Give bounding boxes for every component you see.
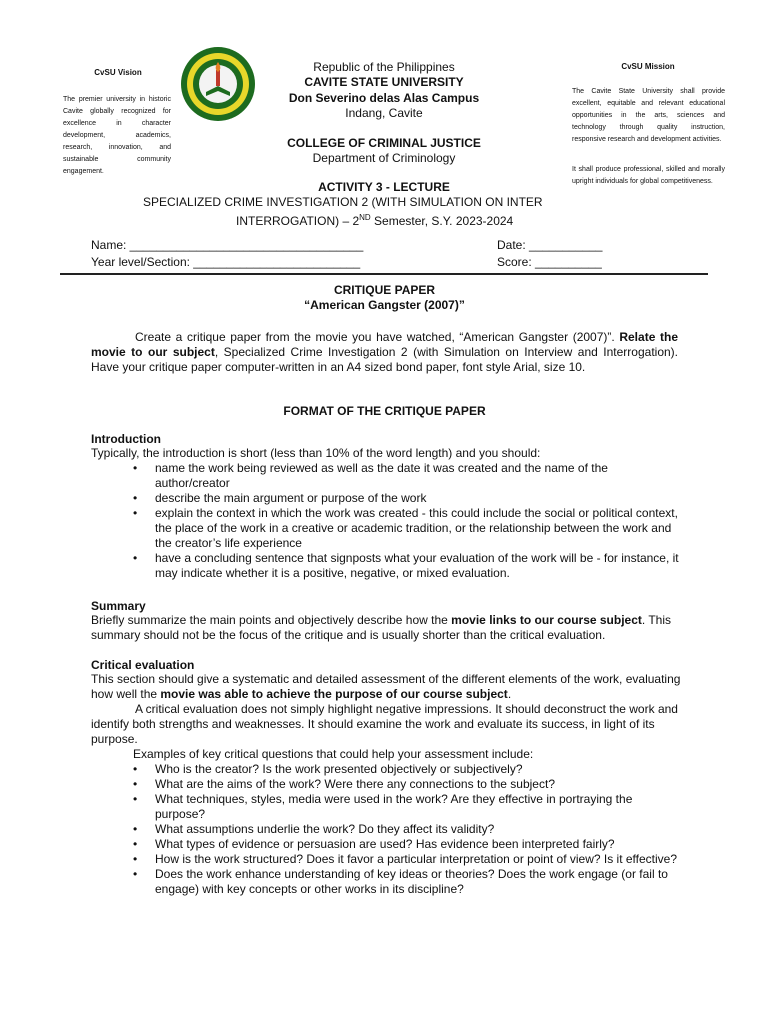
list-item: • Does the work enhance understanding of key ideas or theories? Does the work engage (or fail to engage) with key concepts or other works in its discipline? <box>91 867 681 897</box>
university-name: CAVITE STATE UNIVERSITY <box>304 75 464 89</box>
republic-line: Republic of the Philippines <box>313 60 455 74</box>
critical-paragraph-2: A critical evaluation does not simply highlight negative impressions. It should deconstruct the work and identify both strengths and weaknesses. It should examine the work and evaluate its success, in light of its purpose. <box>91 702 678 746</box>
introduction-heading: Introduction <box>91 432 161 446</box>
critical-heading: Critical evaluation <box>91 658 195 672</box>
mission-text-1: The Cavite State University shall provide excellent, equitable and relevant educational opportunities in the arts, sciences and technology through quality instruction, responsive research and development activities. <box>572 88 725 143</box>
vision-text: The premier university in historic Cavite globally recognized for excellence in character development, academics, research, innovation, and sustainable community engagement. <box>63 96 171 175</box>
name-field[interactable]: Name: ___________________________________ <box>91 238 364 252</box>
list-item: • How is the work structured? Does it favor a particular interpretation or point of view? Is it effective? <box>91 852 681 867</box>
introduction-text: Typically, the introduction is short (less than 10% of the word length) and you should: <box>91 446 541 460</box>
list-item: • What assumptions underlie the work? Do they affect its validity? <box>91 822 681 837</box>
summary-heading: Summary <box>91 599 146 613</box>
list-item: • explain the context in which the work was created - this could include the social or political context, the place of the work in a creative or academic tradition, or the relationship between the work and the creator’s life experience <box>91 506 681 551</box>
course-line-2: INTERROGATION) – 2ND Semester, S.Y. 2023-2024 <box>236 213 514 228</box>
header-divider <box>60 273 708 275</box>
list-item: • What techniques, styles, media were used in the work? Are they effective in portraying the purpose? <box>91 792 681 822</box>
list-item: • name the work being reviewed as well as the date it was created and the name of the author/creator <box>91 461 681 491</box>
department-name: Department of Criminology <box>312 151 456 165</box>
vision-title: CvSU Vision <box>94 68 142 77</box>
critical-section <box>91 658 681 897</box>
critical-paragraph-1: This section should give a systematic and detailed assessment of the different elements of the work, evaluating how well the movie was able to achieve the purpose of our course subject. <box>91 672 681 701</box>
movie-title: “American Gangster (2007)” <box>304 298 465 312</box>
activity-title: ACTIVITY 3 - LECTURE <box>318 180 450 194</box>
campus-name: Don Severino delas Alas Campus <box>288 91 480 105</box>
list-item: • What types of evidence or persuasion are used? Has evidence been interpreted fairly? <box>91 837 681 852</box>
format-heading: FORMAT OF THE CRITIQUE PAPER <box>283 404 486 418</box>
campus-location: Indang, Cavite <box>345 106 423 120</box>
college-name: COLLEGE OF CRIMINAL JUSTICE <box>287 136 481 150</box>
paper-title: CRITIQUE PAPER <box>333 283 436 297</box>
score-field[interactable]: Score: __________ <box>497 255 602 269</box>
date-field[interactable]: Date: ___________ <box>497 238 603 252</box>
list-item: • What are the aims of the work? Were there any connections to the subject? <box>91 777 681 792</box>
critical-paragraph-3: Examples of key critical questions that could help your assessment include: <box>133 747 534 761</box>
critical-questions-list <box>91 762 681 897</box>
summary-text: Briefly summarize the main points and objectively describe how the movie links to our course subject. This summary should not be the focus of the critique and is usually shorter than the critical evaluation. <box>91 613 672 642</box>
introduction-list <box>91 461 681 581</box>
instructions-paragraph: Create a critique paper from the movie you have watched, “American Gangster (2007)”. Relate the movie to our subject, Specialized Crime Investigation 2 (with Simulation on Interview and Interrogation). Have your critique paper computer-written in an A4 sized bond paper, font style Arial, size 10. <box>91 330 678 374</box>
list-item: • Who is the creator? Is the work presented objectively or subjectively? <box>91 762 681 777</box>
mission-title: CvSU Mission <box>621 62 675 71</box>
summary-section <box>91 599 681 643</box>
introduction-section <box>91 432 681 581</box>
mission-text-2: It shall produce professional, skilled and morally upright individuals for global competitiveness. <box>572 166 725 185</box>
list-item: • describe the main argument or purpose of the work <box>91 491 681 506</box>
year-section-field[interactable]: Year level/Section: _________________________ <box>91 255 361 269</box>
list-item: • have a concluding sentence that signposts what your evaluation of the work will be - for instance, it may indicate whether it is a positive, negative, or mixed evaluation. <box>91 551 681 581</box>
course-line-1: SPECIALIZED CRIME INVESTIGATION 2 (WITH SIMULATION ON INTER <box>143 195 543 209</box>
